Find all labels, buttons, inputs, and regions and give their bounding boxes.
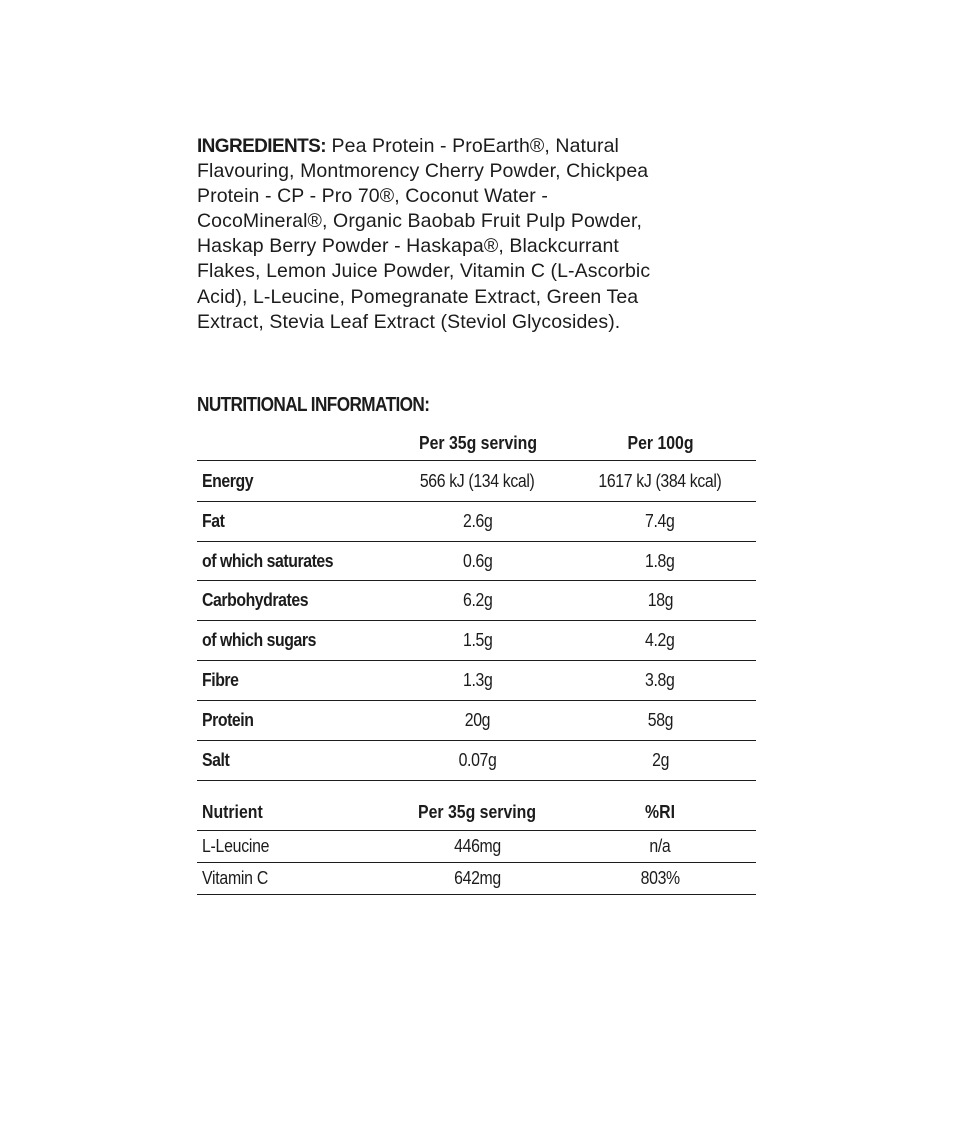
- table-row: [197, 831, 756, 863]
- row-label-carbohydrates: Carbohydrates: [197, 581, 391, 621]
- energy-per-100g: 1617 kJ (384 kcal): [564, 461, 756, 502]
- carbohydrates-per-serving: 6.2g: [391, 581, 564, 621]
- row-label-salt: Salt: [197, 741, 391, 781]
- ingredients-text: Pea Protein - ProEarth®, Natural Flavouring, Montmorency Cherry Powder, Chickpea Protein - CP - Pro 70®, Coconut Water - CocoMineral®, Organic Baobab Fruit Pulp Powder, Haskap Berry Powder - Haskapa®, Blackcurrant Flakes, Lemon Juice Powder, Vitamin C (L-Ascorbic Acid), L-Leucine, Pomegranate Extract, Green Tea Extract, Stevia Leaf Extract (Steviol Glycosides).: [197, 135, 651, 333]
- header-ri: %RI: [564, 794, 756, 831]
- leucine-ri: n/a: [564, 831, 756, 863]
- sugars-per-serving: 1.5g: [391, 621, 564, 661]
- vitamin-c-ri: 803%: [564, 863, 756, 895]
- ingredients-block: [197, 134, 667, 335]
- table-row: [197, 461, 756, 502]
- fat-per-serving: 2.6g: [391, 502, 564, 542]
- protein-per-serving: 20g: [391, 701, 564, 741]
- row-label-fibre: Fibre: [197, 661, 391, 701]
- header-per-serving: Per 35g serving: [390, 794, 564, 831]
- fibre-per-serving: 1.3g: [391, 661, 564, 701]
- row-label-protein: Protein: [197, 701, 391, 741]
- row-label-saturates: of which saturates: [197, 542, 391, 581]
- header-nutrient: Nutrient: [197, 794, 390, 831]
- sugars-per-100g: 4.2g: [564, 621, 756, 661]
- table-row: [197, 701, 756, 741]
- energy-per-serving: 566 kJ (134 kcal): [391, 461, 564, 502]
- row-label-leucine: L-Leucine: [197, 831, 390, 863]
- nutrient-table: [197, 794, 756, 895]
- nutritional-information-heading: NUTRITIONAL INFORMATION:: [197, 394, 430, 416]
- row-label-vitamin-c: Vitamin C: [197, 863, 390, 895]
- saturates-per-serving: 0.6g: [391, 542, 564, 581]
- table-row: [197, 741, 756, 781]
- table-row: [197, 502, 756, 542]
- table-row: [197, 863, 756, 895]
- fibre-per-100g: 3.8g: [564, 661, 756, 701]
- header-per-100g: Per 100g: [564, 426, 756, 461]
- row-label-sugars: of which sugars: [197, 621, 391, 661]
- saturates-per-100g: 1.8g: [564, 542, 756, 581]
- nutrient-table-header: [197, 794, 756, 831]
- nutrition-table: [197, 426, 756, 781]
- leucine-per-serving: 446mg: [390, 831, 564, 863]
- header-per-serving: Per 35g serving: [391, 426, 564, 461]
- protein-per-100g: 58g: [564, 701, 756, 741]
- carbohydrates-per-100g: 18g: [564, 581, 756, 621]
- row-label-fat: Fat: [197, 502, 391, 542]
- fat-per-100g: 7.4g: [564, 502, 756, 542]
- vitamin-c-per-serving: 642mg: [390, 863, 564, 895]
- header-blank: [197, 426, 391, 461]
- salt-per-serving: 0.07g: [391, 741, 564, 781]
- table-row: [197, 621, 756, 661]
- nutrition-table-header: [197, 426, 756, 461]
- ingredients-label: INGREDIENTS:: [197, 136, 326, 157]
- salt-per-100g: 2g: [564, 741, 756, 781]
- table-row: [197, 542, 756, 581]
- table-row: [197, 661, 756, 701]
- row-label-energy: Energy: [197, 461, 391, 502]
- table-row: [197, 581, 756, 621]
